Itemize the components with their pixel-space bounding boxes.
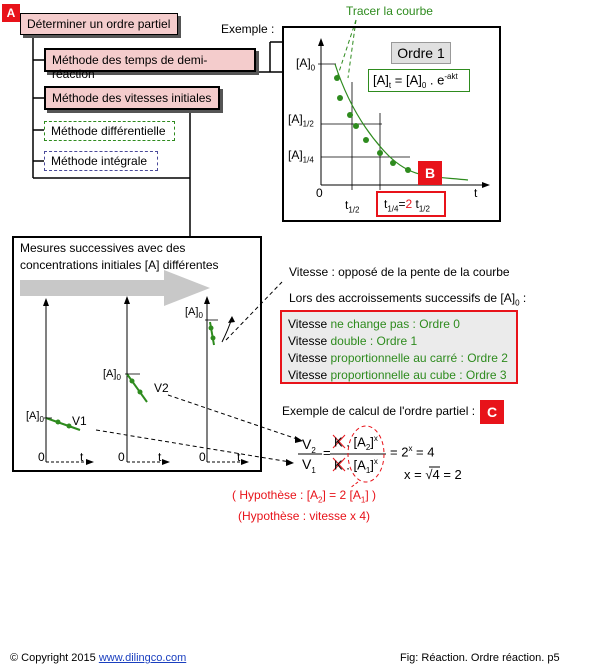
label-a-half <box>288 112 314 128</box>
calc-num-a: [A <box>353 434 366 450</box>
label-a0 <box>296 56 315 72</box>
calc-v1-main: V <box>302 456 312 472</box>
tree-root <box>20 13 178 35</box>
speed-row-0-prefix: Vitesse <box>288 317 331 331</box>
increments-end: : <box>519 291 527 305</box>
speed-row-0-value: ne change pas : Ordre 0 <box>330 317 460 331</box>
formula-exp-base: . e <box>426 72 445 88</box>
speed-note: Vitesse : opposé de la pente de la courbe <box>289 265 510 279</box>
t-quarter-two: 2 <box>405 197 413 211</box>
calc-eq: = <box>323 445 331 460</box>
m-a0-3-sub: 0 <box>198 311 203 321</box>
t-quarter-box <box>376 191 446 217</box>
calc-result1 <box>390 444 434 459</box>
method-integral <box>44 151 158 171</box>
calc-den-x: x <box>373 457 378 466</box>
speed-row-2-prefix: Vitesse <box>288 351 331 365</box>
calc-num-dot: . <box>342 434 354 450</box>
example-label: Exemple : <box>221 22 275 36</box>
origin-1: 0 <box>38 450 45 464</box>
speed-row-3-prefix: Vitesse <box>288 368 331 382</box>
calc-result2-end: = 2 <box>439 467 462 482</box>
tree-root-label: Déterminer un ordre partiel <box>27 17 171 31</box>
badge-c: C <box>480 400 504 424</box>
calc-v2-sub: 2 <box>311 445 316 455</box>
a0-sub: 0 <box>310 63 316 73</box>
speed-row-3 <box>288 367 510 384</box>
m-a0-3-main: [A] <box>185 306 199 318</box>
trace-curve-label: Tracer la courbe <box>346 4 433 18</box>
origin-3: 0 <box>199 450 206 464</box>
a-quarter-sub: 1/4 <box>302 155 314 165</box>
speed-row-1-prefix: Vitesse <box>288 334 331 348</box>
increments-sub: 0 <box>515 298 520 308</box>
t-axis-1: t <box>80 450 84 464</box>
formula-a: [A] <box>373 72 389 88</box>
a-half-main: [A] <box>288 112 303 126</box>
formula-exp: -akt <box>444 72 458 81</box>
t-axis-3: t <box>237 450 241 464</box>
hyp1-sub1: 2 <box>318 495 323 505</box>
measures-title-2: concentrations initiales [A] différentes <box>20 258 219 272</box>
calc-result1-end: = 4 <box>412 444 435 460</box>
calc-result2-main: x = <box>404 467 426 482</box>
calc-den <box>334 457 378 475</box>
calc-result1-exp: x <box>408 444 413 453</box>
measures-title-1: Mesures successives avec des <box>20 241 186 255</box>
hyp1-end: ] ) <box>365 488 376 502</box>
method-integral-label: Méthode intégrale <box>51 154 148 168</box>
method-initial-rates <box>44 86 220 110</box>
method-differential <box>44 121 175 141</box>
calc-title: Exemple de calcul de l'ordre partiel : <box>282 404 476 418</box>
formula-zero-sub: 0 <box>421 80 427 90</box>
m-a0-2 <box>103 368 121 382</box>
m-a0-2-main: [A] <box>103 368 117 380</box>
t-quarter-main: t <box>384 197 388 211</box>
t-axis-2: t <box>158 450 162 464</box>
t-half-main: t <box>345 198 349 212</box>
footer-copyright <box>10 652 186 664</box>
origin-2: 0 <box>118 450 125 464</box>
calc-v1-sub: 1 <box>311 465 316 475</box>
speed-row-1-value: double : Ordre 1 <box>330 334 418 348</box>
a-half-sub: 1/2 <box>302 119 314 129</box>
v2-label: V2 <box>154 381 169 395</box>
speed-row-2-value: proportionnelle au carré : Ordre 2 <box>330 351 508 365</box>
hypothesis-2: (Hypothèse : vitesse x 4) <box>238 509 371 523</box>
hypothesis-1 <box>232 488 376 504</box>
increments-main: Lors des accroissements successifs de [A] <box>289 291 516 305</box>
calc-den-k: K <box>334 457 343 473</box>
calc-den-dot: . <box>342 457 354 473</box>
speed-row-3-value: proportionnelle au cube : Ordre 3 <box>330 368 507 382</box>
calc-den-a: [A <box>353 457 366 473</box>
a-quarter-main: [A] <box>288 148 303 162</box>
t-half-sub: 1/2 <box>348 205 360 215</box>
calc-num-x: x <box>373 434 378 443</box>
origin-label: 0 <box>316 186 323 200</box>
badge-a: A <box>2 4 20 22</box>
calc-num-close: ] <box>370 434 374 450</box>
speed-row-2 <box>288 350 510 367</box>
speed-row-0 <box>288 316 510 333</box>
order1-formula <box>368 69 470 92</box>
calc-result2 <box>404 467 462 482</box>
label-t-half <box>345 198 359 214</box>
calc-den-sub: 1 <box>365 465 371 475</box>
t-quarter-t: t <box>412 197 419 211</box>
a0-main: [A] <box>296 56 311 70</box>
m-a0-1-sub: 0 <box>39 415 44 425</box>
formula-eq: = [A] <box>391 72 422 88</box>
v1-label: V1 <box>72 414 87 428</box>
order-title-label: Ordre 1 <box>397 45 445 61</box>
t-quarter-t-sub: 1/2 <box>418 204 430 214</box>
m-a0-1 <box>26 410 44 424</box>
m-a0-3 <box>185 306 203 320</box>
increments-label <box>289 291 526 307</box>
calc-v1 <box>302 456 316 475</box>
method-differential-label: Méthode différentielle <box>51 124 166 138</box>
footer-copyright-text: © Copyright 2015 <box>10 652 99 664</box>
label-a-quarter <box>288 148 314 164</box>
hyp1-sub2: 1 <box>360 495 366 505</box>
t-axis-label: t <box>474 186 478 200</box>
hyp1-pre: ( Hypothèse : [A <box>232 488 319 502</box>
calc-v2 <box>302 436 316 455</box>
m-a0-2-sub: 0 <box>116 373 121 383</box>
calc-v2-main: V <box>302 436 312 452</box>
footer-fig: Fig: Réaction. Ordre réaction. p5 <box>400 652 560 664</box>
calc-result1-main: = 2 <box>390 444 409 460</box>
badge-b: B <box>418 161 442 185</box>
calc-num-k: K <box>334 434 343 450</box>
calc-result2-four: 4 <box>432 467 440 482</box>
hyp1-mid: ] = 2 [A <box>322 488 361 502</box>
method-half-life-label: Méthode des temps de demi-réaction <box>52 53 208 81</box>
m-a0-1-main: [A] <box>26 410 40 422</box>
t-quarter-sub: 1/4 <box>387 204 399 214</box>
calc-num <box>334 434 378 452</box>
t-quarter-eq: = <box>398 197 406 211</box>
speed-row-1 <box>288 333 510 350</box>
order-title <box>391 42 451 64</box>
formula-t-sub: t <box>388 80 392 90</box>
method-initial-rates-label: Méthode des vitesses initiales <box>52 91 212 105</box>
calc-den-close: ] <box>370 457 374 473</box>
sqrt-icon: √ <box>425 467 433 482</box>
footer-link[interactable]: www.dilingco.com <box>98 652 187 664</box>
method-half-life <box>44 48 256 81</box>
calc-num-sub: 2 <box>365 442 371 452</box>
speed-rules-box <box>280 310 518 384</box>
